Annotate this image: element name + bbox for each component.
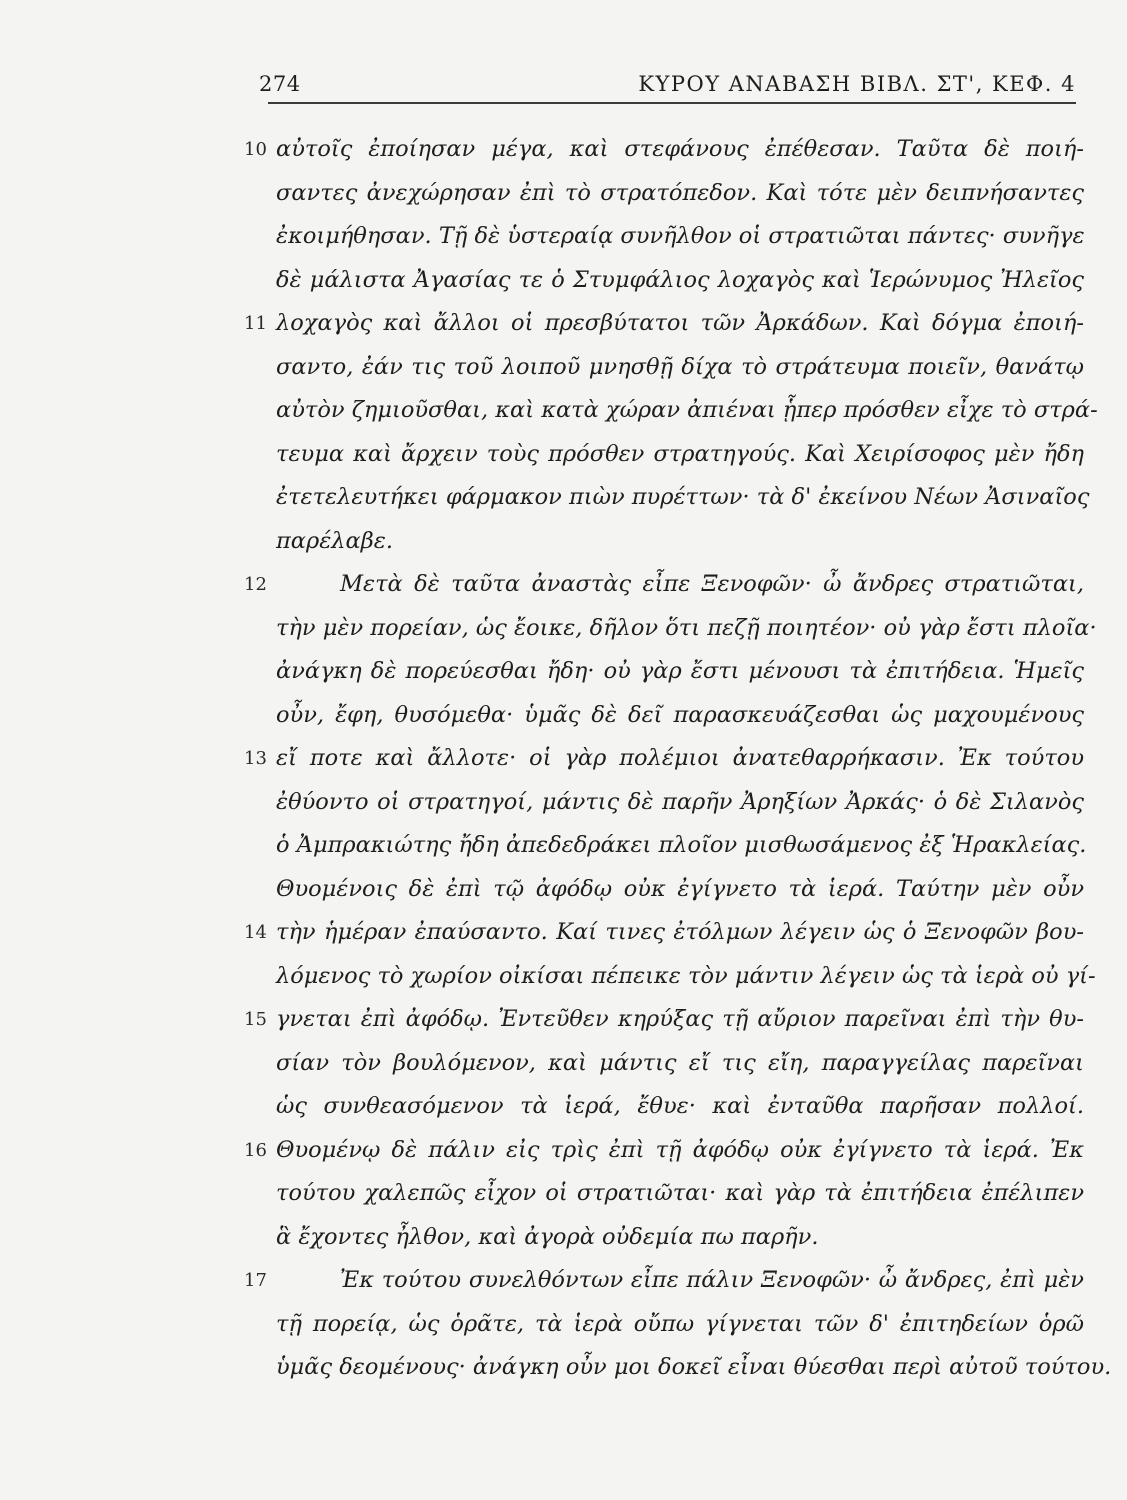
line-text: οὖν, ἔφη, θυσόμεθα· ὑμᾶς δὲ δεῖ παρασκευάζεσθαι ὡς μαχουμένους: [276, 701, 1084, 728]
line-text: ἐθύοντο οἱ στρατηγοί, μάντις δὲ παρῆν Ἀρηξίων Ἀρκάς· ὁ δὲ Σιλανὸς: [276, 788, 1084, 815]
line-text: ὁ Ἀμπρακιώτης ἤδη ἀπεδεδράκει πλοῖον μισθωσάμενος ἐξ Ἡρακλείας.: [276, 832, 1087, 858]
text-line: [244, 259, 1084, 303]
line-text: ὑμᾶς δεομένους· ἀνάγκη οὖν μοι δοκεῖ εἶναι θύεσθαι περὶ αὐτοῦ τούτου.: [276, 1354, 1112, 1380]
text-line: [244, 1303, 1084, 1347]
text-line: [244, 172, 1084, 216]
text-line: [244, 1259, 1084, 1303]
line-text: ἃ ἔχοντες ἦλθον, καὶ ἀγορὰ οὐδεμία πω παρῆν.: [276, 1223, 819, 1250]
text-line: [244, 607, 1097, 651]
line-text: σαντες ἀνεχώρησαν ἐπὶ τὸ στρατόπεδον. Καὶ τότε μὲν δειπνήσαντες: [276, 179, 1084, 206]
line-text: σίαν τὸν βουλόμενον, καὶ μάντις εἴ τις εἴη, παραγγείλας παρεῖναι: [276, 1049, 1084, 1076]
line-text: λόμενος τὸ χωρίον οἰκίσαι πέπεικε τὸν μάντιν λέγειν ὡς τὰ ἱερὰ οὐ γί-: [276, 962, 1096, 989]
line-number: 16: [244, 1139, 267, 1161]
running-title: ΚΥΡΟΥ ΑΝΑΒΑΣΗ ΒΙΒΛ. ΣΤ', ΚΕΦ. 4: [638, 72, 1076, 96]
line-number: 11: [244, 313, 267, 334]
text-line: [244, 1042, 1084, 1086]
line-text: ὡς συνθεασόμενον τὰ ἱερά, ἔθυε· καὶ ἐνταῦθα παρῆσαν πολλοί.: [276, 1093, 1084, 1119]
text-line: [244, 781, 1084, 825]
text-line: [244, 1172, 1084, 1216]
line-text: Θυομένοις δὲ ἐπὶ τῷ ἀφόδῳ οὐκ ἐγίγνετο τὰ ἱερά. Ταύτην μὲν οὖν: [276, 875, 1084, 902]
greek-text-block: [244, 128, 1112, 1390]
line-text: ἀνάγκη δὲ πορεύεσθαι ἤδη· οὐ γὰρ ἔστι μένουσι τὰ ἐπιτήδεια. Ἡμεῖς: [276, 658, 1084, 684]
text-line: [244, 998, 1084, 1042]
text-line: [244, 1129, 1084, 1173]
line-text: γνεται ἐπὶ ἀφόδῳ. Ἐντεῦθεν κηρύξας τῇ αὔριον παρεῖναι ἐπὶ τὴν θυ-: [276, 1006, 1084, 1032]
line-text: αὐτὸν ζημιοῦσθαι, καὶ κατὰ χώραν ἀπιέναι ᾗπερ πρόσθεν εἶχε τὸ στρά-: [276, 397, 1098, 423]
line-text: αὐτοῖς ἐποίησαν μέγα, καὶ στεφάνους ἐπέθεσαν. Ταῦτα δὲ ποιή-: [276, 136, 1084, 162]
line-text: τούτου χαλεπῶς εἶχον οἱ στρατιῶται· καὶ γὰρ τὰ ἐπιτήδεια ἐπέλιπεν: [276, 1180, 1084, 1206]
text-line: [244, 694, 1084, 738]
text-line: [244, 520, 1084, 564]
line-text: Ἐκ τούτου συνελθόντων εἶπε πάλιν Ξενοφῶν· ὦ ἄνδρες, ἐπὶ μὲν: [340, 1267, 1084, 1293]
line-text: τὴν ἡμέραν ἐπαύσαντο. Καί τινες ἐτόλμων λέγειν ὡς ὁ Ξενοφῶν βου-: [276, 919, 1084, 945]
text-line: [244, 1085, 1084, 1129]
text-line: [244, 215, 1084, 259]
line-text: τῇ πορείᾳ, ὡς ὁρᾶτε, τὰ ἱερὰ οὔπω γίγνεται τῶν δ' ἐπιτηδείων ὁρῶ: [276, 1310, 1084, 1337]
line-number: 17: [244, 1270, 267, 1291]
line-text: ἐκοιμήθησαν. Τῇ δὲ ὑστεραίᾳ συνῆλθον οἱ στρατιῶται πάντες· συνῆγε: [276, 223, 1085, 249]
text-line: [244, 868, 1084, 912]
line-number: 10: [244, 139, 267, 160]
running-header: [259, 68, 1076, 104]
line-number: 12: [244, 574, 267, 595]
text-line: [244, 911, 1084, 955]
text-line: [244, 302, 1084, 346]
line-text: Θυομένῳ δὲ πάλιν εἰς τρὶς ἐπὶ τῇ ἀφόδῳ οὐκ ἐγίγνετο τὰ ἱερά. Ἐκ: [276, 1136, 1084, 1163]
text-line: [244, 650, 1084, 694]
text-line: [244, 389, 1098, 433]
text-line: [244, 1216, 1084, 1260]
text-line: [244, 563, 1084, 607]
line-text: σαντο, ἐάν τις τοῦ λοιποῦ μνησθῇ δίχα τὸ στράτευμα ποιεῖν, θανάτῳ: [276, 353, 1084, 380]
line-number: 13: [244, 748, 267, 769]
text-line: [244, 346, 1084, 390]
line-text: ἐτετελευτήκει φάρμακον πιὼν πυρέττων· τὰ δ' ἐκείνου Νέων Ἀσιναῖος: [276, 484, 1090, 510]
text-line: [244, 955, 1096, 999]
text-line: [244, 128, 1084, 172]
line-text: τὴν μὲν πορείαν, ὡς ἔοικε, δῆλον ὅτι πεζῇ ποιητέον· οὐ γὰρ ἔστι πλοῖα·: [276, 614, 1097, 641]
line-number: 14: [244, 922, 267, 943]
line-text: εἴ ποτε καὶ ἄλλοτε· οἱ γὰρ πολέμιοι ἀνατεθαρρήκασιν. Ἐκ τούτου: [276, 745, 1084, 771]
line-text: παρέλαβε.: [276, 527, 393, 554]
text-line: [244, 1346, 1112, 1390]
page-number: 274: [259, 72, 301, 96]
line-text: τευμα καὶ ἄρχειν τοὺς πρόσθεν στρατηγούς. Καὶ Χειρίσοφος μὲν ἤδη: [276, 440, 1084, 467]
line-number: 15: [244, 1009, 267, 1030]
text-line: [244, 737, 1084, 781]
line-text: λοχαγὸς καὶ ἄλλοι οἱ πρεσβύτατοι τῶν Ἀρκάδων. Καὶ δόγμα ἐποιή-: [276, 310, 1084, 336]
line-text: Μετὰ δὲ ταῦτα ἀναστὰς εἶπε Ξενοφῶν· ὦ ἄνδρες στρατιῶται,: [340, 571, 1084, 597]
text-line: [244, 433, 1084, 477]
line-text: δὲ μάλιστα Ἀγασίας τε ὁ Στυμφάλιος λοχαγὸς καὶ Ἱερώνυμος Ἠλεῖος: [276, 266, 1084, 293]
text-line: [244, 476, 1090, 520]
text-line: [244, 824, 1087, 868]
